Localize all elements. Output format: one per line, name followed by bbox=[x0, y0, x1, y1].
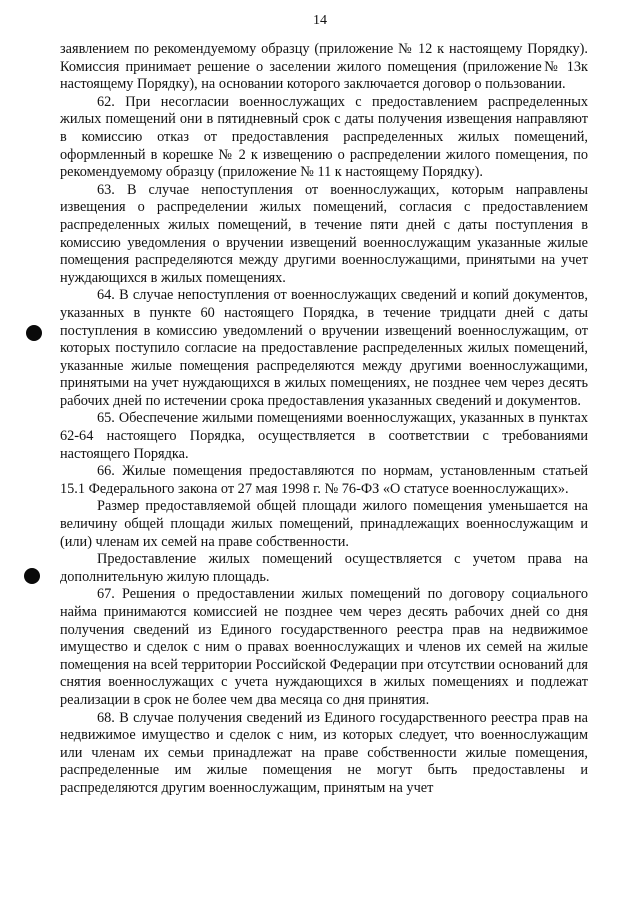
punch-hole-mark bbox=[26, 325, 42, 341]
paragraph-64: 64. В случае непоступления от военнослужащих сведений и копий документов, указанных в пункте 60 настоящего Порядка, в течение тридцати дней с даты поступления в комиссию уведомлений о вручении извещений военнослужащим, от которых поступило согласие на предоставление распределенных жилых помещений, указанные жилые помещения распределяются между другими военнослужащими, принятыми на учет нуждающихся в жилых помещениях, не позднее чем через десять рабочих дней по истечении срока предоставления указанных сведений и документов. bbox=[60, 287, 588, 409]
paragraph-63: 63. В случае непоступления от военнослужащих, которым направлены извещения о распределении жилых помещений, согласия с предоставлением распределенных жилых помещений, в течение пяти дней с даты поступления в комиссию уведомления о вручении извещений военнослужащим указанные жилые помещения распределяются между другими военнослужащими, принятыми на учет нуждающихся в жилых помещениях. bbox=[60, 181, 588, 286]
punch-hole-mark bbox=[24, 568, 40, 584]
paragraph-66-area: Размер предоставляемой общей площади жилого помещения уменьшается на величину общей площади жилых помещений, принадлежащих военнослужащим и (или) членам их семей на праве собственности. bbox=[60, 498, 588, 550]
paragraph-65: 65. Обеспечение жилыми помещениями военнослужащих, указанных в пунктах 62-64 настоящего Порядка, осуществляется в соответствии с требованиями настоящего Порядка. bbox=[60, 410, 588, 462]
paragraph-62: 62. При несогласии военнослужащих с предоставлением распределенных жилых помещений они в пятидневный срок с даты получения извещения направляют в комиссию отказ от предоставления распределенных жилых помещений, оформленный в корешке № 2 к извещению о распределении жилого помещения, по рекомендуемому образцу (приложение № 11 к настоящему Порядку). bbox=[60, 93, 588, 181]
page-number: 14 bbox=[313, 13, 327, 28]
paragraph-67: 67. Решения о предоставлении жилых помещений по договору социального найма принимаются комиссией не позднее чем через десять рабочих дней со дня получения сведений из Единого государственного реестра прав на недвижимое имущество и сделок с ним о правах военнослужащих и членов их семей на жилые помещения на всей территории Российской Федерации при отсутствии оснований для снятия военнослужащих с учета нуждающихся в жилых помещениях и подлежат реализации в срок не более чем два месяца со дня принятия. bbox=[60, 586, 588, 708]
paragraph-66: 66. Жилые помещения предоставляются по нормам, установленным статьей 15.1 Федерального закона от 27 мая 1998 г. № 76-ФЗ «О статусе военнослужащих». bbox=[60, 463, 588, 497]
paragraph-68: 68. В случае получения сведений из Единого государственного реестра прав на недвижимое имущество и сделок с ним, из которых следует, что военнослужащим или членам их семьи принадлежат на праве собственности жилые помещения, распределенные им жилые помещения не могут быть предоставлены и распределяются другим военнослужащим, принятым на учет bbox=[60, 709, 588, 796]
paragraph-66-additional: Предоставление жилых помещений осуществляется с учетом права на дополнительную жилую площадь. bbox=[60, 551, 588, 585]
document-body bbox=[60, 41, 588, 798]
paragraph-continuation: заявлением по рекомендуемому образцу (приложение № 12 к настоящему Порядку). Комиссия принимает решение о заселении жилого помещения (приложение№ 13к настоящему Порядку), на основании которого заключается договор о пользовании. bbox=[60, 41, 588, 93]
